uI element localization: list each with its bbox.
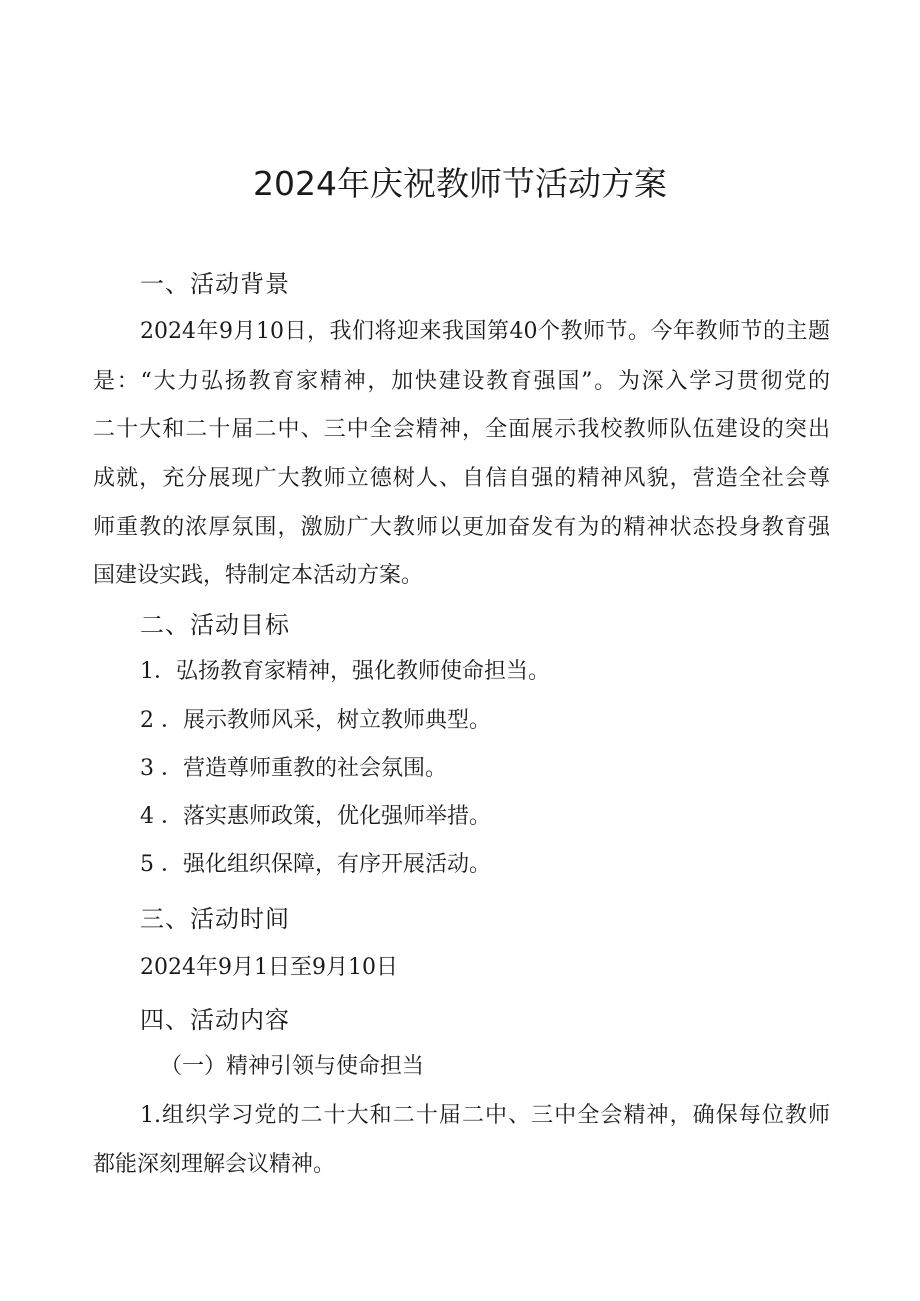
goal-item-3: 3 ．营造尊师重教的社会氛围。 [140,756,447,781]
background-line-4: 成就，充分展现广大教师立德树人、自信自强的精神风貌，营造全社会尊 [93,466,830,491]
background-line-1: 2024年9月10日，我们将迎来我国第40个教师节。今年教师节的主题 [140,319,830,344]
content-subheading: （一）精神引领与使命担当 [160,1054,425,1079]
background-line-6: 国建设实践，特制定本活动方案。 [93,563,424,588]
background-line-3: 二十大和二十届二中、三中全会精神，全面展示我校教师队伍建设的突出 [93,417,830,442]
content-line-1: 1.组织学习党的二十大和二十届二中、三中全会精神，确保每位教师 [140,1103,830,1128]
section-heading-time: 三、活动时间 [140,905,290,933]
time-line: 2024年9月1日至9月10日 [140,955,398,980]
goal-item-5: 5 ．强化组织保障，有序开展活动。 [140,852,491,877]
goal-item-2: 2 ．展示教师风采，树立教师典型。 [140,708,491,733]
goal-item-1: 1．弘扬教育家精神，强化教师使命担当。 [140,659,550,684]
section-heading-background: 一、活动背景 [140,270,290,298]
section-heading-goals: 二、活动目标 [140,611,290,639]
goal-item-4: 4 ．落实惠师政策，优化强师举措。 [140,804,491,829]
document-title: 2024年庆祝教师节活动方案 [253,164,667,203]
content-line-2: 都能深刻理解会议精神。 [93,1152,336,1177]
background-line-5: 师重教的浓厚氛围，激励广大教师以更加奋发有为的精神状态投身教育强 [93,515,830,540]
section-heading-content: 四、活动内容 [140,1006,290,1034]
background-line-2: 是：“大力弘扬教育家精神，加快建设教育强国”。为深入学习贯彻党的 [93,369,830,394]
